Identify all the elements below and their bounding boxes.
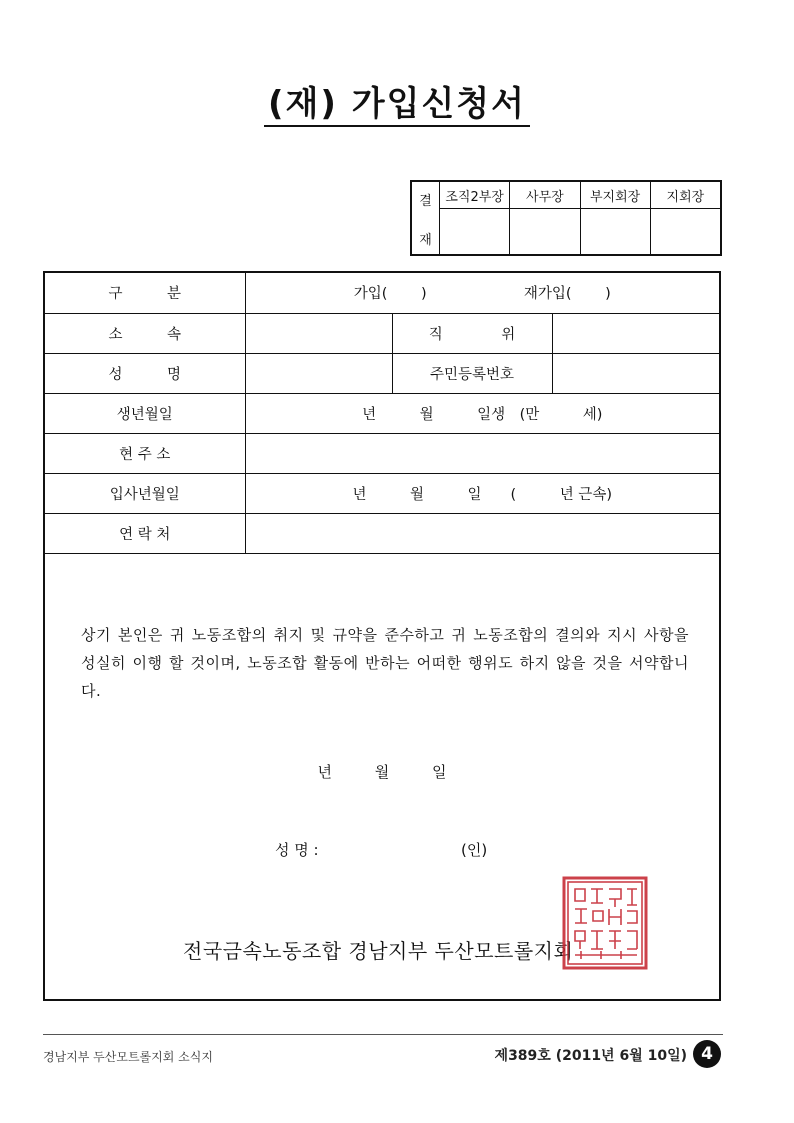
label-birthdate: 생년월일 [45,393,245,433]
label-position: 직 위 [392,313,552,353]
form-table [45,273,719,554]
hire-date-field[interactable]: 년 월 일 ( 년 근속) [245,473,719,513]
label-department: 소 속 [45,313,245,353]
label-resident-number: 주민등록번호 [392,353,552,393]
resident-number-field[interactable] [552,353,719,393]
address-field[interactable] [245,433,719,473]
footer-rule [43,1034,723,1035]
page-number-badge: 4 [693,1040,721,1068]
label-address: 현 주 소 [45,433,245,473]
rejoin-option[interactable]: 재가입( ) [523,286,611,303]
approval-header: 부지회장 [581,182,650,209]
row-department [45,313,719,353]
label-hire-date: 입사년월일 [45,473,245,513]
approval-header: 지회장 [651,182,720,209]
approval-label-bottom: 재 [419,233,432,248]
approval-sign-slot[interactable] [651,209,720,254]
contact-field[interactable] [245,513,719,553]
row-contact [45,513,719,553]
footer-issue: 제389호 (2011년 6월 10일) [494,1048,687,1064]
document-title [0,76,794,125]
label-contact: 연 락 처 [45,513,245,553]
pledge-text: 상기 본인은 귀 노동조합의 취지 및 규약을 준수하고 귀 노동조합의 결의와 지시 사항을 성실히 이행 할 것이며, 노동조합 활동에 반하는 어떠한 행위도 하지 않을 것을 서약합니다. [81,626,689,700]
approval-label [412,182,440,254]
department-field[interactable] [245,313,392,353]
footer-newsletter-name: 경남지부 두산모트롤지회 소식지 [43,1050,213,1064]
application-form [43,271,721,1001]
approval-sign-slot[interactable] [440,209,509,254]
join-option[interactable]: 가입( ) [353,286,427,303]
approval-sign-slot[interactable] [510,209,579,254]
approval-col-office [510,182,580,254]
approval-sign-slot[interactable] [581,209,650,254]
row-hire-date [45,473,719,513]
label-category: 구 분 [45,273,245,313]
seal-mark[interactable]: (인) [461,841,488,859]
position-field[interactable] [552,313,719,353]
approval-col-chief [651,182,720,254]
approval-header: 조직2부장 [440,182,509,209]
signature-label: 성 명 : [275,841,319,859]
title-text: (재) 가입신청서 [264,84,530,127]
birthdate-field[interactable]: 년 월 일생 (만 세) [245,393,719,433]
union-name: 전국금속노동조합 경남지부 두산모트롤지회 [183,939,574,963]
approval-col-vice [581,182,651,254]
approval-header: 사무장 [510,182,579,209]
category-options [245,273,719,313]
approval-col-org [440,182,510,254]
row-category [45,273,719,313]
official-seal-stamp-icon [561,875,649,971]
pledge-date: 년 월 일 [317,763,447,781]
signature-line [275,839,488,860]
name-field[interactable] [245,353,392,393]
label-name: 성 명 [45,353,245,393]
row-birthdate [45,393,719,433]
row-address [45,433,719,473]
approval-box [410,180,722,256]
approval-label-top: 결 [419,194,432,209]
row-name [45,353,719,393]
